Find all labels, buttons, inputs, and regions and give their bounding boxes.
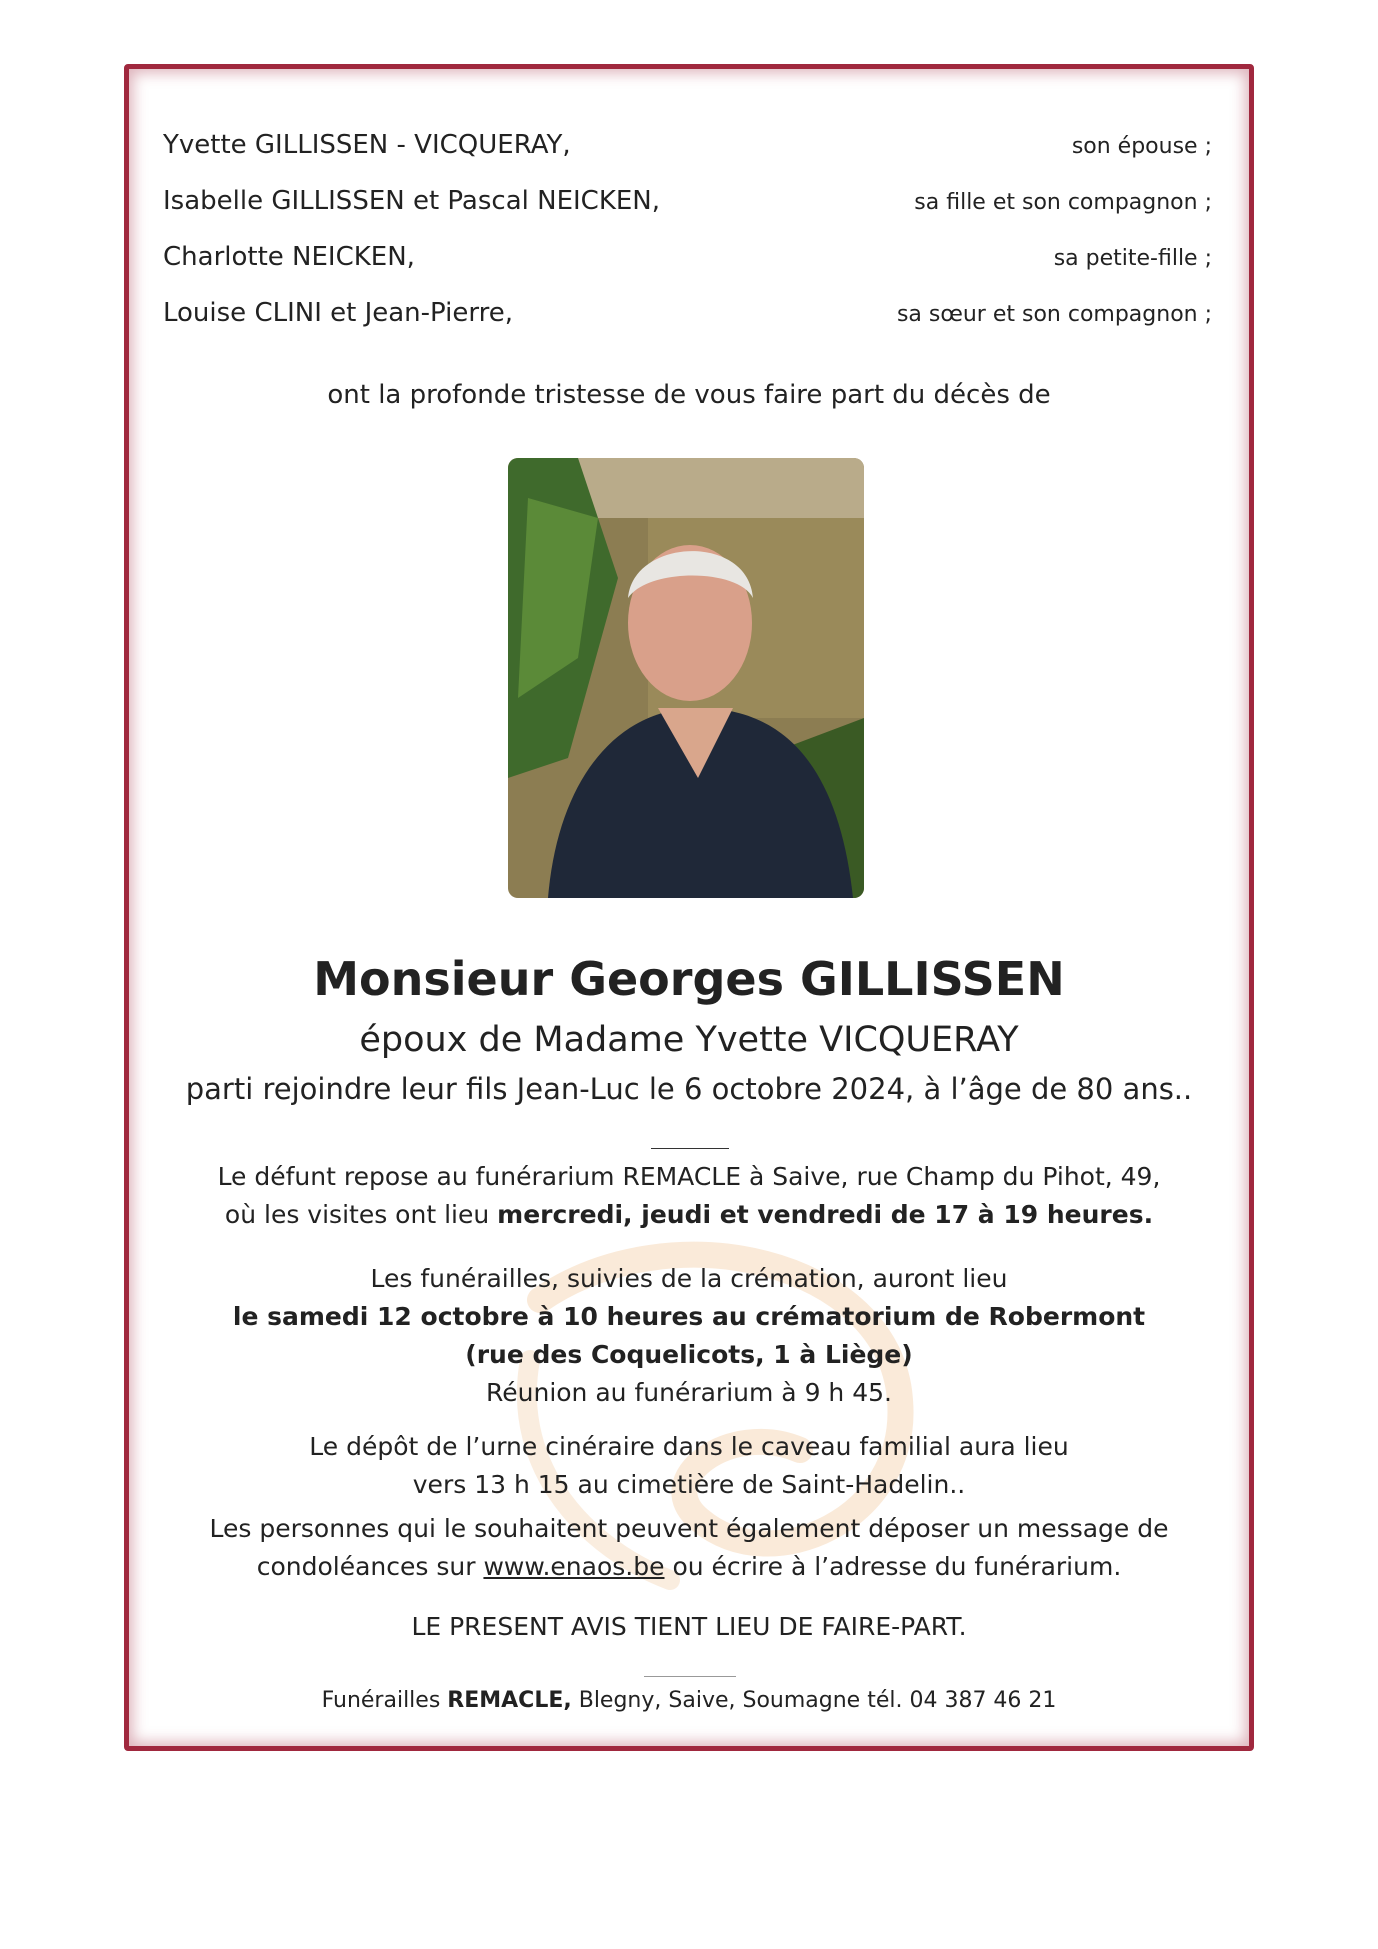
- visits-line: [0, 1196, 1378, 1234]
- family-relation: sa petite-fille ;: [1053, 246, 1212, 271]
- urn-time-line: vers 13 h 15 au cimetière de Saint-Hadelin..: [412, 1470, 966, 1499]
- urn-block: [0, 1428, 1378, 1504]
- funeral-line: Les funérailles, suivies de la crémation, auront lieu: [370, 1264, 1008, 1293]
- funeral-block: [0, 1260, 1378, 1412]
- family-row: [163, 242, 1218, 298]
- family-relation: sa fille et son compagnon ;: [914, 190, 1212, 215]
- family-row: [163, 298, 1218, 354]
- family-row: [163, 130, 1218, 186]
- condolences-suffix: ou écrire à l’adresse du funérarium.: [664, 1552, 1122, 1581]
- funeral-address: (rue des Coquelicots, 1 à Liège): [465, 1340, 913, 1369]
- deceased-photo: [508, 458, 864, 898]
- intro-text: ont la profonde tristesse de vous faire part du décès de: [327, 380, 1051, 410]
- condolences-line: Les personnes qui le souhaitent peuvent également déposer un message de: [209, 1514, 1169, 1543]
- family-name: Charlotte NEICKEN,: [163, 242, 415, 272]
- footer-brand: REMACLE,: [447, 1688, 572, 1713]
- condolences-prefix: condoléances sur: [256, 1552, 484, 1581]
- visits-schedule: mercredi, jeudi et vendredi de 17 à 19 heures.: [497, 1200, 1154, 1229]
- family-list: [163, 130, 1218, 354]
- visits-prefix: où les visites ont lieu: [224, 1200, 498, 1229]
- meeting-line: Réunion au funérarium à 9 h 45.: [486, 1378, 892, 1407]
- repose-line: Le défunt repose au funérarium REMACLE à Saive, rue Champ du Pihot, 49,: [217, 1162, 1161, 1191]
- divider: [651, 1148, 729, 1149]
- family-name: Yvette GILLISSEN - VICQUERAY,: [163, 130, 571, 160]
- departed-line: parti rejoindre leur fils Jean-Luc le 6 octobre 2024, à l’âge de 80 ans..: [185, 1072, 1193, 1106]
- family-relation: sa sœur et son compagnon ;: [896, 302, 1212, 327]
- footer-contact: Blegny, Saive, Soumagne tél. 04 387 46 21: [571, 1688, 1057, 1713]
- footer-divider: [644, 1676, 736, 1677]
- funeral-date: le samedi 12 octobre à 10 heures au crématorium de Robermont: [232, 1302, 1146, 1331]
- notice-text: LE PRESENT AVIS TIENT LIEU DE FAIRE-PART.: [411, 1612, 967, 1641]
- family-name: Louise CLINI et Jean-Pierre,: [163, 298, 513, 328]
- family-relation: son épouse ;: [1071, 134, 1212, 159]
- condolences-block: [0, 1510, 1378, 1586]
- family-row: [163, 186, 1218, 242]
- repose-block: [0, 1158, 1378, 1234]
- footer: [0, 1688, 1378, 1713]
- enaos-link[interactable]: www.enaos.be: [483, 1552, 665, 1581]
- deceased-name: Monsieur Georges GILLISSEN: [313, 952, 1065, 1006]
- urn-line: Le dépôt de l’urne cinéraire dans le caveau familial aura lieu: [309, 1432, 1069, 1461]
- family-name: Isabelle GILLISSEN et Pascal NEICKEN,: [163, 186, 661, 216]
- spouse-line: époux de Madame Yvette VICQUERAY: [359, 1020, 1019, 1060]
- footer-prefix: Funérailles: [321, 1688, 448, 1713]
- condolences-link-line: [0, 1548, 1378, 1586]
